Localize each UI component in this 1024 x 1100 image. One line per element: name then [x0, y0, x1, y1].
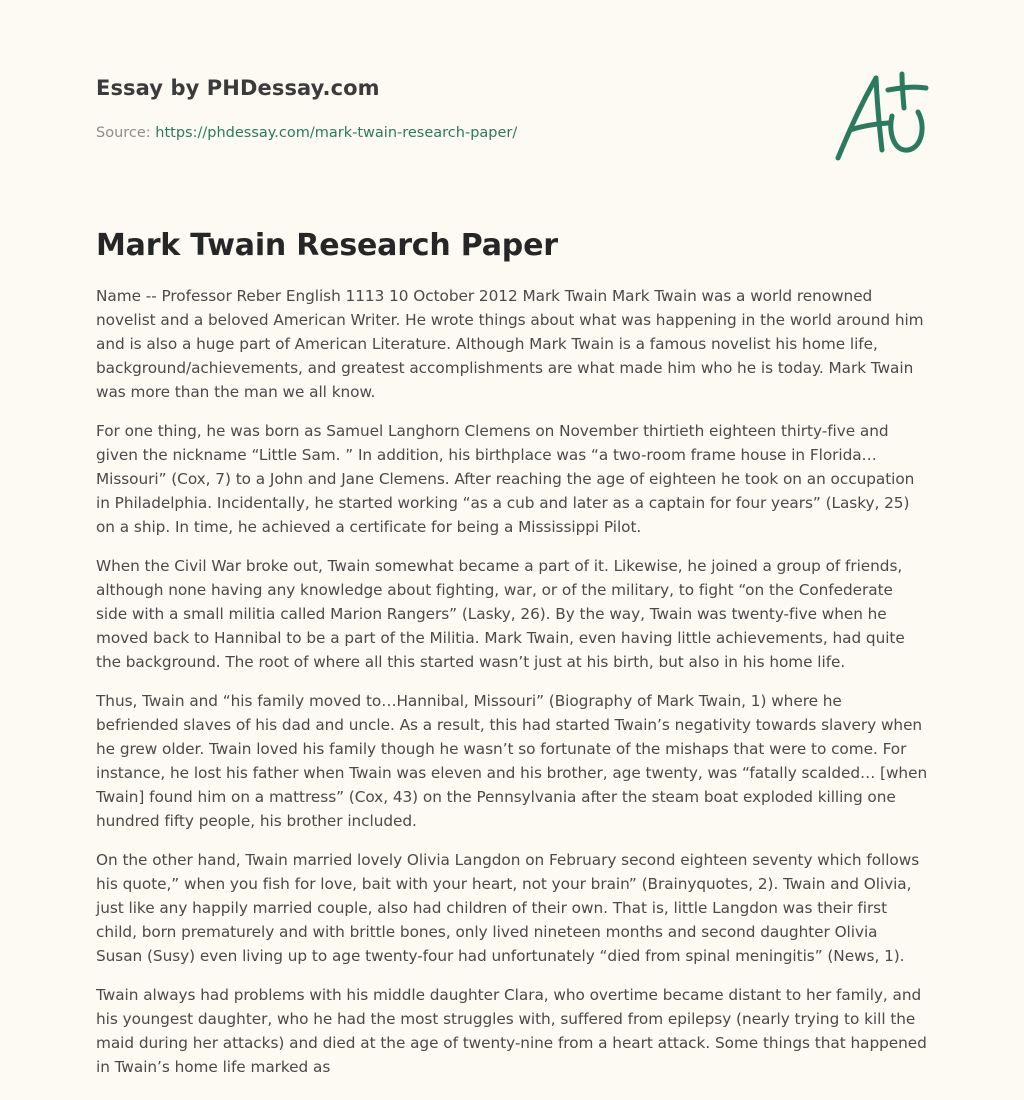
source-label: Source: [96, 125, 151, 141]
essay-paragraph: For one thing, he was born as Samuel Langhorn Clemens on November thirtieth eighteen thirty-five and given the nickname “Little Sam. ” In addition, his birthplace was “a two-room frame house in Florida…Missouri” (Cox, 7) to a John and Jane Clemens. After reaching the age of eighteen he took on an occupation in Philadelphia. Incidentally, he started working “as a cub and later as a captain for four years” (Lasky, 25) on a ship. In time, he achieved a certificate for being a Mississippi Pilot. [96, 422, 915, 536]
essay-paragraph: Twain always had problems with his middle daughter Clara, who overtime became distant to her family, and his youngest daughter, who he had the most struggles with, suffered from epilepsy (nearly trying to kill the maid during her attacks) and died at the age of twenty-nine from a heart attack. Some things that happened in Twain’s home life marked as [96, 986, 927, 1076]
source-link[interactable]: https://phdessay.com/mark-twain-research-paper/ [155, 125, 518, 141]
site-title: Essay by PHDessay.com [96, 76, 380, 100]
essay-body [96, 284, 928, 1079]
essay-paragraph: Thus, Twain and “his family moved to…Hannibal, Missouri” (Biography of Mark Twain, 1) where he befriended slaves of his dad and uncle. As a result, this had started Twain’s negativity towards slavery when he grew older. Twain loved his family though he wasn’t so fortunate of the mishaps that were to come. For instance, he lost his father when Twain was eleven and his brother, age twenty, was “fatally scalded… [when Twain] found him on a mattress” (Cox, 43) on the Pennsylvania after the steam boat exploded killing one hundred fifty people, his brother included. [96, 692, 928, 830]
essay-paragraph: Name -- Professor Reber English 1113 10 October 2012 Mark Twain Mark Twain was a world renowned novelist and a beloved American Writer. He wrote things about what was happening in the world around him and is also a huge part of American Literature. Although Mark Twain is a famous novelist his home life, background/achievements, and greatest accomplishments are what made him who he is today. Mark Twain was more than the man we all know. [96, 287, 924, 401]
essay-paragraph: When the Civil War broke out, Twain somewhat became a part of it. Likewise, he joined a group of friends, although none having any knowledge about fighting, war, or of the military, to fight “on the Confederate side with a small militia called Marion Rangers” (Lasky, 26). By the way, Twain was twenty-five when he moved back to Hannibal to be a part of the Militia. Mark Twain, even having little achievements, had quite the background. The root of where all this started wasn’t just at his birth, but also in his home life. [96, 557, 905, 671]
essay-title: Mark Twain Research Paper [96, 228, 558, 263]
essay-paragraph: On the other hand, Twain married lovely Olivia Langdon on February second eighteen seventy which follows his quote,” when you fish for love, bait with your heart, not your brain” (Brainyquotes, 2). Twain and Olivia, just like any happily married couple, also had children of their own. That is, little Langdon was their first child, born prematurely and with brittle bones, only lived nineteen months and second daughter Olivia Susan (Susy) even living up to age twenty-four had unfortunately “died from spinal meningitis” (News, 1). [96, 851, 920, 965]
a-plus-logo-icon [830, 66, 930, 166]
source-line [96, 125, 517, 141]
header [96, 0, 928, 200]
